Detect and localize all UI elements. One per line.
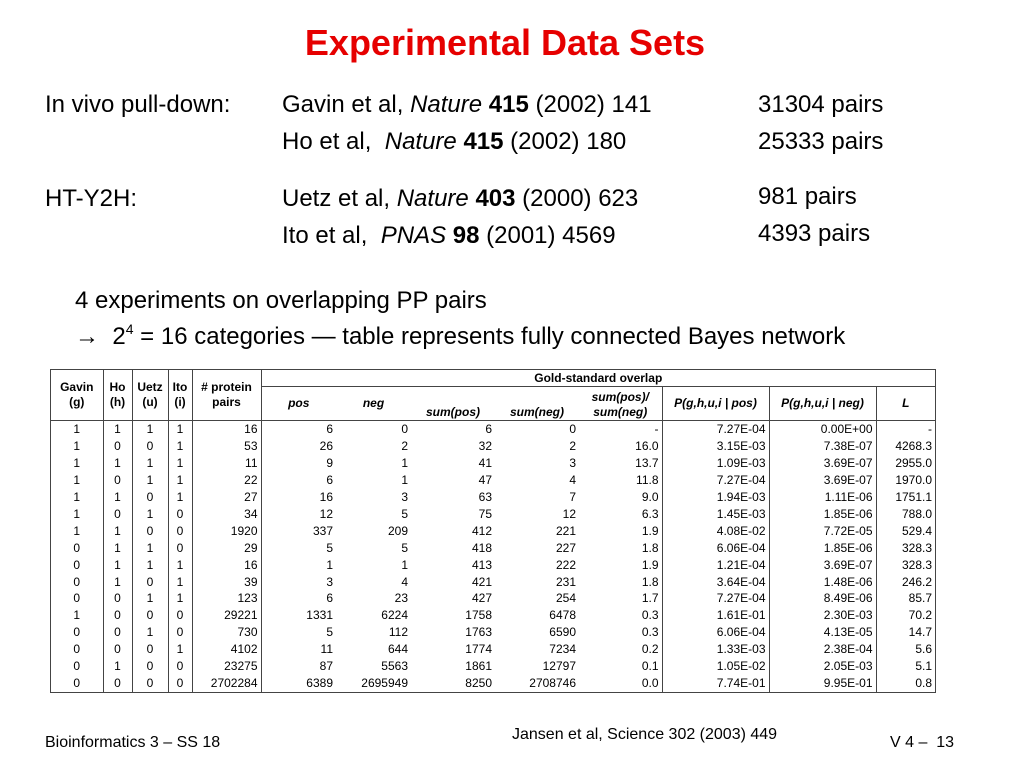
table-cell: 7234	[549, 642, 576, 657]
table-cell: 1763	[465, 625, 492, 640]
table-cell: 788.0	[902, 506, 933, 521]
table-cell: 1.05E-02	[662, 658, 769, 675]
table-cell: 6478	[549, 608, 576, 623]
table-cell: 1	[401, 557, 408, 572]
table-row	[51, 472, 935, 489]
table-cell: 1	[103, 455, 132, 472]
table-cell: 7.72E-05	[769, 523, 876, 540]
table-cell: 47	[478, 472, 492, 487]
table-cell: 1.61E-01	[662, 607, 769, 624]
table-cell: 421	[471, 574, 492, 589]
table-cell: 0	[168, 523, 192, 540]
table-cell: 1	[51, 506, 103, 523]
table-cell: 0	[168, 658, 192, 675]
col-header-pneg: P(g,h,u,i | neg)	[769, 387, 876, 421]
table-cell: 0	[132, 438, 168, 455]
table-cell: 12	[319, 506, 333, 521]
table-cell: 0	[51, 624, 103, 641]
table-cell: 11	[320, 642, 333, 657]
table-cell: 3.69E-07	[769, 455, 876, 472]
table-cell: -	[579, 421, 662, 438]
table-cell: 0.3	[579, 624, 662, 641]
table-cell: 1.48E-06	[769, 573, 876, 590]
table-cell: 0	[132, 641, 168, 658]
table-cell: 1	[132, 455, 168, 472]
col-header-sumneg: sum(neg)	[510, 405, 564, 419]
table-cell: 0	[51, 539, 103, 556]
table-cell: 1	[51, 438, 103, 455]
table-cell: 0.0	[579, 675, 662, 692]
table-cell: 3.69E-07	[769, 472, 876, 489]
col-header-ppos: P(g,h,u,i | pos)	[662, 387, 769, 421]
table-cell: 4.13E-05	[769, 624, 876, 641]
table-body	[51, 421, 935, 693]
table-cell: 0	[132, 658, 168, 675]
table-cell: 12797	[542, 659, 576, 674]
table-cell: 29221	[192, 607, 261, 624]
table-cell: 123	[192, 590, 261, 607]
table-cell: 231	[555, 574, 576, 589]
table-cell: 2708746	[529, 676, 576, 691]
table-cell: 529.4	[902, 523, 933, 538]
table-cell: 1	[103, 523, 132, 540]
pairs-ito: 4393 pairs	[758, 220, 871, 247]
col-header-ito: Ito (i)	[168, 370, 192, 420]
table-cell: 1331	[306, 608, 333, 623]
table-cell: 1.45E-03	[662, 506, 769, 523]
table-cell: 427	[471, 591, 492, 606]
table-cell: 1	[132, 539, 168, 556]
table-cell: 0	[103, 472, 132, 489]
table-row	[51, 523, 935, 540]
table-cell: 1	[132, 556, 168, 573]
table-cell: 1	[51, 472, 103, 489]
table-cell: 1751.1	[895, 489, 933, 504]
table-cell: 1	[168, 641, 192, 658]
table-cell: -	[928, 422, 933, 437]
table-cell: 254	[555, 591, 576, 606]
table-cell: 1	[51, 455, 103, 472]
footer-citation: Jansen et al, Science 302 (2003) 449	[512, 726, 778, 743]
table-cell: 0	[168, 675, 192, 692]
note-experiments: 4 experiments on overlapping PP pairs	[75, 287, 487, 314]
table-cell: 2702284	[192, 675, 261, 692]
slide-title: Experimental Data Sets	[304, 22, 706, 63]
table-cell: 1.8	[579, 539, 662, 556]
col-header-gavin: Gavin (g)	[51, 370, 103, 420]
table-cell: 0	[51, 590, 103, 607]
table-cell: 4102	[192, 641, 261, 658]
table-cell: 1	[168, 421, 192, 438]
table-cell: 16.0	[579, 438, 662, 455]
table-cell: 1	[103, 421, 132, 438]
table-cell: 0	[103, 590, 132, 607]
dataset-label-y2h: HT-Y2H:	[45, 185, 138, 212]
table-cell: 3.69E-07	[769, 556, 876, 573]
table-cell: 7.74E-01	[662, 675, 769, 692]
table-cell: 1861	[465, 659, 492, 674]
table-cell: 13.7	[579, 455, 662, 472]
table-cell: 16	[192, 556, 261, 573]
table-cell: 23	[394, 591, 408, 606]
table-cell: 1758	[465, 608, 492, 623]
table-cell: 1.94E-03	[662, 489, 769, 506]
table-cell: 6.06E-04	[662, 624, 769, 641]
table-cell: 0	[168, 607, 192, 624]
table-cell: 1.11E-06	[769, 489, 876, 506]
table-cell: 730	[192, 624, 261, 641]
table-cell: 222	[555, 557, 576, 572]
table-cell: 1	[168, 556, 192, 573]
table-cell: 0	[132, 675, 168, 692]
table-cell: 0	[103, 438, 132, 455]
table-cell: 5.1	[915, 659, 933, 674]
table-cell: 0	[51, 658, 103, 675]
table-cell: 0	[103, 624, 132, 641]
table-cell: 4.08E-02	[662, 523, 769, 540]
table-cell: 337	[312, 523, 333, 538]
col-header-sumpos: sum(pos)	[426, 405, 480, 419]
table-cell: 0.1	[579, 658, 662, 675]
table-cell: 3.15E-03	[662, 438, 769, 455]
table-cell: 1	[401, 472, 408, 487]
table-cell: 1	[103, 573, 132, 590]
table-cell: 1.9	[579, 523, 662, 540]
table-cell: 6	[326, 472, 333, 487]
table-cell: 0	[103, 675, 132, 692]
table-cell: 0	[132, 489, 168, 506]
footer-slide-number: V 4 – 13	[890, 734, 955, 751]
table-cell: 0.2	[579, 641, 662, 658]
table-cell: 32	[478, 439, 492, 454]
table-cell: 11.8	[579, 472, 662, 489]
table-row	[51, 675, 935, 692]
table-cell: 8.49E-06	[769, 590, 876, 607]
table-cell: 1	[132, 472, 168, 489]
table-cell: 22	[192, 472, 261, 489]
table-cell: 1.85E-06	[769, 539, 876, 556]
footer-course: Bioinformatics 3 – SS 18	[45, 734, 221, 751]
table-cell: 3.64E-04	[662, 573, 769, 590]
table-row	[51, 658, 935, 675]
table-cell: 53	[192, 438, 261, 455]
table-row	[51, 455, 935, 472]
table-cell: 63	[478, 489, 492, 504]
table-cell: 1	[103, 658, 132, 675]
col-header-L: L	[902, 396, 910, 410]
table-cell: 1	[401, 456, 408, 471]
table-cell: 0	[51, 573, 103, 590]
table-cell: 39	[192, 573, 261, 590]
table-cell: 1	[132, 590, 168, 607]
table-cell: 1.33E-03	[662, 641, 769, 658]
table-cell: 5	[401, 506, 408, 521]
table-cell: 6224	[381, 608, 408, 623]
table-cell: 1.09E-03	[662, 455, 769, 472]
col-header-uetz: Uetz (u)	[132, 370, 168, 420]
table-cell: 0	[401, 422, 408, 437]
table-row	[51, 590, 935, 607]
dataset-label-pulldown: In vivo pull-down:	[45, 91, 231, 118]
table-cell: 0	[132, 607, 168, 624]
table-cell: 4268.3	[895, 439, 933, 454]
table-cell: 0.3	[579, 607, 662, 624]
col-header-ratio: sum(pos)/ sum(neg)	[579, 387, 662, 421]
table-cell: 8250	[465, 676, 492, 691]
table-cell: 0	[103, 641, 132, 658]
group-header-gold-standard: Gold-standard overlap	[261, 370, 935, 387]
table-cell: 112	[388, 625, 408, 640]
table-cell: 6.06E-04	[662, 539, 769, 556]
table-cell: 75	[478, 506, 492, 521]
arrow-icon: →	[75, 323, 99, 350]
table-cell: 1	[168, 489, 192, 506]
table-cell: 2955.0	[895, 456, 933, 471]
table-cell: 6590	[549, 625, 576, 640]
col-header-neg: neg	[362, 396, 385, 410]
table-row	[51, 556, 935, 573]
pairs-uetz: 981 pairs	[758, 183, 857, 210]
table-cell: 1	[326, 557, 333, 572]
table-cell: 1	[51, 523, 103, 540]
table-cell: 0	[51, 675, 103, 692]
table-cell: 12	[562, 506, 576, 521]
table-cell: 7.27E-04	[662, 421, 769, 438]
table-row	[51, 573, 935, 590]
table-cell: 1	[168, 472, 192, 489]
table-cell: 418	[471, 540, 492, 555]
table-cell: 9.95E-01	[769, 675, 876, 692]
table-cell: 23275	[192, 658, 261, 675]
table-cell: 6	[485, 422, 492, 437]
table-cell: 227	[555, 540, 576, 555]
table-cell: 1.7	[579, 590, 662, 607]
table-cell: 6389	[306, 676, 333, 691]
table-cell: 2.38E-04	[769, 641, 876, 658]
table-row	[51, 506, 935, 523]
note-categories: → $2^4 = 16$ categories — table represents fully connected Bayes network	[75, 321, 846, 350]
table-cell: 1	[168, 438, 192, 455]
table-cell: 9	[326, 456, 333, 471]
bayes-table	[50, 369, 936, 693]
table-cell: 6.3	[579, 506, 662, 523]
pairs-ho: 25333 pairs	[758, 128, 884, 155]
table-cell: 29	[192, 539, 261, 556]
table-cell: 0	[51, 641, 103, 658]
table-cell: 7.27E-04	[662, 590, 769, 607]
table-cell: 1	[103, 539, 132, 556]
table-cell: 2695949	[361, 676, 408, 691]
table-cell: 0	[132, 523, 168, 540]
table-cell: 3	[569, 456, 576, 471]
table-cell: 4	[401, 574, 408, 589]
table-cell: 87	[319, 659, 333, 674]
table-cell: 1	[51, 421, 103, 438]
table-cell: 70.2	[908, 608, 933, 623]
table-cell: 2.30E-03	[769, 607, 876, 624]
table-cell: 9.0	[579, 489, 662, 506]
table-cell: 7.27E-04	[662, 472, 769, 489]
table-cell: 5.6	[915, 642, 933, 657]
table-cell: 85.7	[908, 591, 933, 606]
table-cell: 1	[132, 506, 168, 523]
col-header-pos: pos	[288, 396, 310, 410]
table-cell: 1.85E-06	[769, 506, 876, 523]
table-cell: 5	[401, 540, 408, 555]
table-cell: 1.8	[579, 573, 662, 590]
reference-ito: Ito et al, PNAS 98 (2001) 4569	[282, 222, 616, 249]
table-row	[51, 607, 935, 624]
table-cell: 2.05E-03	[769, 658, 876, 675]
table-cell: 5	[326, 540, 333, 555]
table-cell: 0	[103, 607, 132, 624]
table-cell: 3	[401, 489, 408, 504]
table-cell: 1920	[192, 523, 261, 540]
table-cell: 413	[471, 557, 492, 572]
table-cell: 1.9	[579, 556, 662, 573]
table-cell: 34	[192, 506, 261, 523]
table-cell: 1970.0	[895, 472, 933, 487]
table-cell: 14.7	[908, 625, 933, 640]
table-cell: 0	[51, 556, 103, 573]
table-cell: 41	[478, 456, 492, 471]
table-cell: 16	[319, 489, 333, 504]
table-row	[51, 489, 935, 506]
reference-gavin: Gavin et al, Nature 415 (2002) 141	[282, 91, 652, 118]
table-cell: 1	[103, 489, 132, 506]
table-cell: 27	[192, 489, 261, 506]
table-cell: 221	[555, 523, 576, 538]
table-cell: 0	[103, 506, 132, 523]
table-row	[51, 624, 935, 641]
table-cell: 246.2	[902, 574, 933, 589]
table-cell: 3	[326, 574, 333, 589]
table-cell: 0.00E+00	[769, 421, 876, 438]
col-header-npairs: # protein pairs	[192, 370, 261, 420]
table-cell: 328.3	[902, 557, 933, 572]
table-cell: 5563	[381, 659, 408, 674]
table-row	[51, 539, 935, 556]
table-cell: 4	[569, 472, 576, 487]
table-cell: 6	[326, 591, 333, 606]
table-cell: 2	[569, 439, 576, 454]
table-cell: 1774	[465, 642, 492, 657]
table-cell: 0	[132, 573, 168, 590]
table-cell: 0	[168, 624, 192, 641]
table-cell: 1	[103, 556, 132, 573]
table-cell: 7.38E-07	[769, 438, 876, 455]
table-cell: 412	[471, 523, 492, 538]
reference-ho: Ho et al, Nature 415 (2002) 180	[282, 128, 627, 155]
table-row	[51, 421, 935, 438]
table-cell: 0	[168, 506, 192, 523]
table-cell: 1	[168, 455, 192, 472]
table-cell: 1	[168, 573, 192, 590]
pairs-gavin: 31304 pairs	[758, 91, 884, 118]
table-row	[51, 641, 935, 658]
table-row	[51, 438, 935, 455]
table-cell: 6	[326, 422, 333, 437]
table-cell: 1	[51, 607, 103, 624]
table-cell: 0	[569, 422, 576, 437]
table-cell: 16	[192, 421, 261, 438]
table-cell: 1	[168, 590, 192, 607]
table-cell: 0.8	[915, 676, 933, 691]
col-header-ho: Ho (h)	[103, 370, 132, 420]
reference-uetz: Uetz et al, Nature 403 (2000) 623	[282, 185, 639, 212]
table-cell: 209	[387, 523, 408, 538]
table-cell: 1	[132, 421, 168, 438]
table-cell: 26	[319, 439, 333, 454]
table-cell: 5	[326, 625, 333, 640]
table-cell: 328.3	[902, 540, 933, 555]
table-cell: 11	[192, 455, 261, 472]
table-cell: 1.21E-04	[662, 556, 769, 573]
table-cell: 2	[401, 439, 408, 454]
table-cell: 0	[168, 539, 192, 556]
table-cell: 7	[569, 489, 576, 504]
table-cell: 644	[387, 642, 408, 657]
table-cell: 1	[132, 624, 168, 641]
table-cell: 1	[51, 489, 103, 506]
